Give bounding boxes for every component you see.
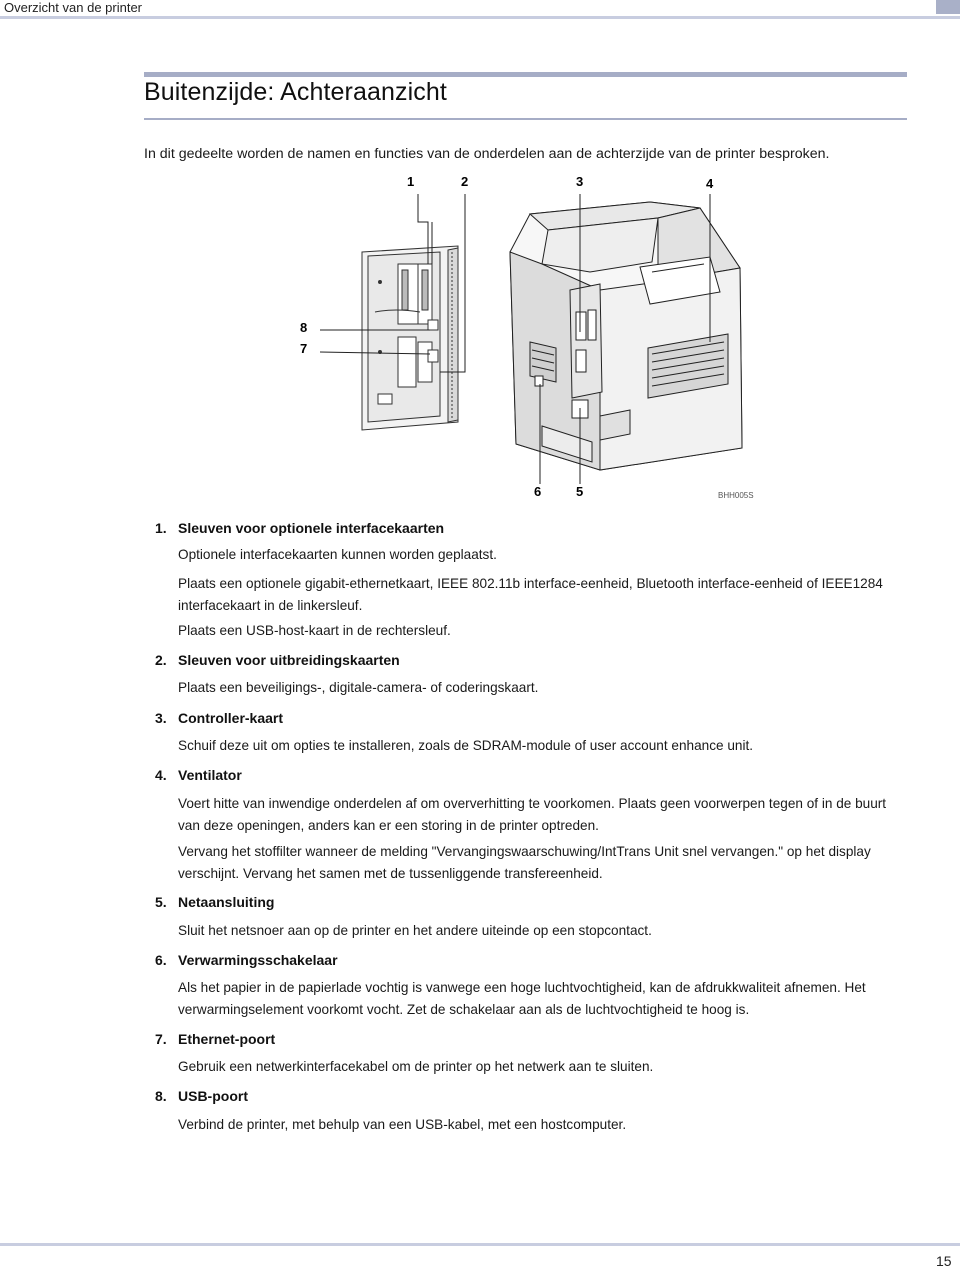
item-title: USB-poort [178,1088,248,1104]
item-title: Ventilator [178,767,242,783]
callout-2: 2 [461,174,469,189]
running-header: Overzicht van de printer [4,0,143,15]
item-body: Voert hitte van inwendige onderdelen af om oververhitting te voorkomen. Plaats geen voorwerpen tegen of in de buurt van deze openingen, anders kan er een storing in de printer optreden. [178,796,887,833]
item-body: Plaats een USB-host-kaart in de rechtersleuf. [178,623,451,638]
item-number: 6. [155,952,167,968]
item-number: 5. [155,894,167,910]
callout-1: 1 [407,174,415,189]
page-title: Buitenzijde: Achteraanzicht [144,78,447,106]
item-body: Plaats een beveiligings-, digitale-camera- of coderingskaart. [178,680,539,695]
corner-tab [936,0,960,14]
item-body: Als het papier in de papierlade vochtig is vanwege een hoge luchtvochtigheid, kan de afdrukkwaliteit afnemen. Het verwarmingselement voorkomt vocht. Zet de schakelaar aan als de luchtvochtigheid te hoog is. [178,980,866,1017]
item-body: Verbind de printer, met behulp van een USB-kabel, met een hostcomputer. [178,1117,627,1132]
item-title: Sleuven voor uitbreidingskaarten [178,652,400,668]
callout-7: 7 [300,341,308,356]
detail-inset [362,246,458,430]
item-number: 3. [155,710,167,726]
title-rule-top [144,72,907,77]
printer-rear-view-illustration [280,172,760,506]
item-title: Ethernet-poort [178,1031,276,1047]
callout-5: 5 [576,484,584,499]
printer-body [510,202,742,470]
callout-4: 4 [706,176,714,191]
item-number: 2. [155,652,167,668]
figure-id: BHH005S [718,491,754,500]
item-title: Netaansluiting [178,894,275,910]
callout-8: 8 [300,320,308,335]
controller-board [570,284,602,398]
title-rule-bottom [144,118,907,120]
callout-6: 6 [534,484,542,499]
item-number: 1. [155,520,167,536]
header-rule [0,16,960,19]
intro-text: In dit gedeelte worden de namen en functies van de onderdelen aan de achterzijde van de printer besproken. [144,146,830,162]
item-body: Plaats een optionele gigabit-ethernetkaart, IEEE 802.11b interface-eenheid, Bluetooth interface-eenheid of IEEE1284 interfacekaart in de linkersleuf. [178,576,883,613]
item-body: Schuif deze uit om opties te installeren, zoals de SDRAM-module of user account enhance unit. [178,738,754,753]
item-number: 4. [155,767,167,783]
item-body: Optionele interfacekaarten kunnen worden geplaatst. [178,547,497,562]
page-number: 15 [936,1253,952,1269]
item-title: Sleuven voor optionele interfacekaarten [178,520,445,536]
callout-3: 3 [576,174,584,189]
item-body: Vervang het stoffilter wanneer de melding "Vervangingswaarschuwing/IntTrans Unit snel vervangen." op het display verschijnt. Vervang het samen met de tussenliggende transfereenheid. [178,844,871,881]
item-title: Verwarmingsschakelaar [178,952,338,968]
item-body: Gebruik een netwerkinterfacekabel om de printer op het netwerk aan te sluiten. [178,1059,654,1074]
item-body: Sluit het netsnoer aan op de printer en het andere uiteinde op een stopcontact. [178,923,652,938]
item-number: 7. [155,1031,167,1047]
item-title: Controller-kaart [178,710,284,726]
item-number: 8. [155,1088,167,1104]
footer-rule [0,1243,960,1246]
